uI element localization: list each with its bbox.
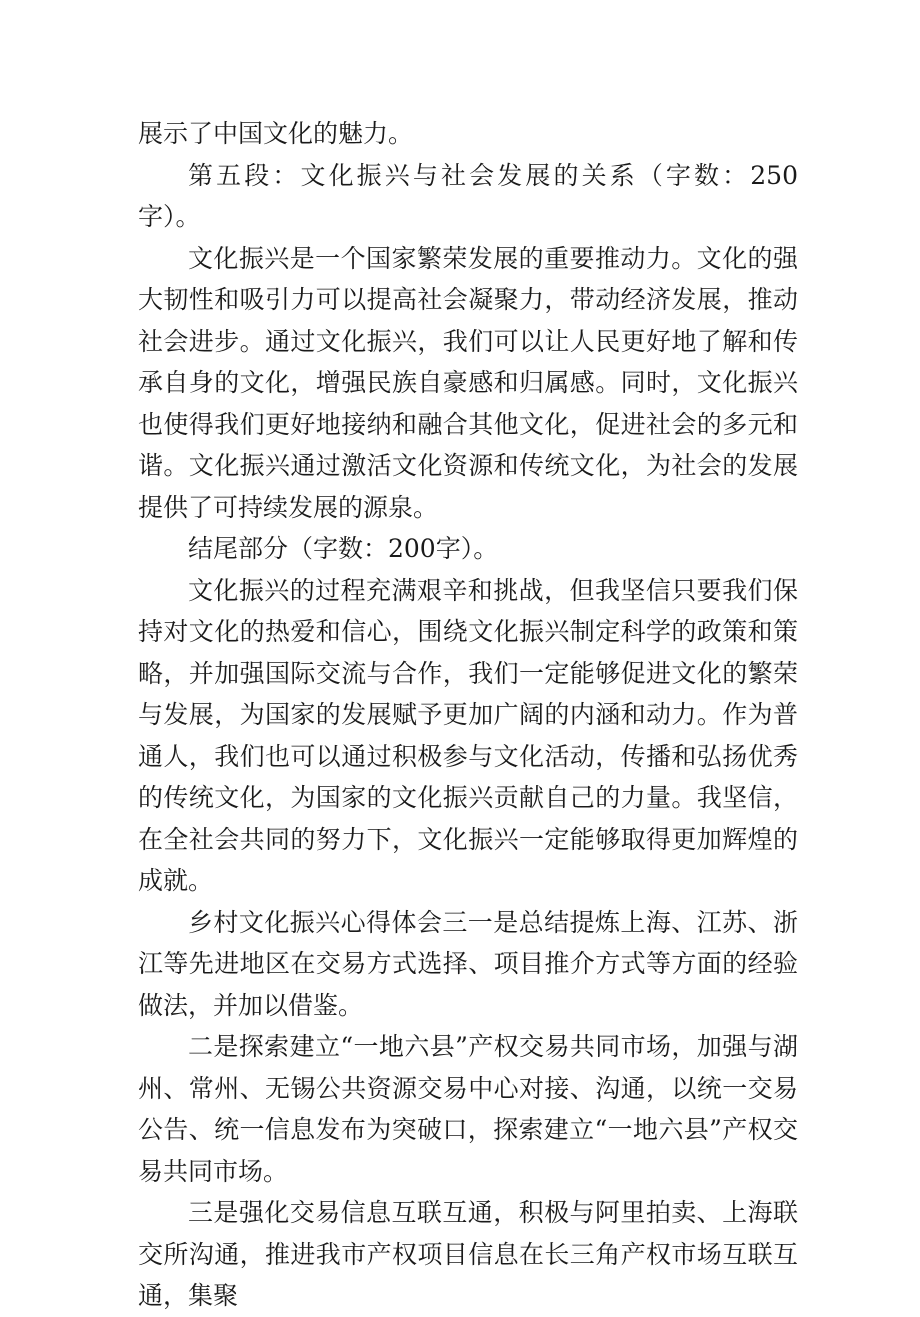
paragraph-rural-culture-one: 乡村文化振兴心得体会三一是总结提炼上海、江苏、浙江等先进地区在交易方式选择、项目推介方式等方面的经验做法，并加以借鉴。 xyxy=(138,907,798,1020)
paragraph-section-five-heading: 第五段：文化振兴与社会发展的关系（字数：250字）。 xyxy=(138,160,798,231)
paragraph-ending-body: 文化振兴的过程充满艰辛和挑战，但我坚信只要我们保持对文化的热爱和信心，围绕文化振兴制定科学的政策和策略，并加强国际交流与合作，我们一定能够促进文化的繁荣与发展，为国家的发展赋予更加广阔的内涵和动力。作为普通人，我们也可以通过积极参与文化活动，传播和弘扬优秀的传统文化，为国家的文化振兴贡献自己的力量。我坚信，在全社会共同的努力下，文化振兴一定能够取得更加辉煌的成就。 xyxy=(138,575,798,895)
paragraph-ending-heading: 结尾部分（字数：200字）。 xyxy=(188,534,499,563)
paragraph-rural-culture-three: 三是强化交易信息互联互通，积极与阿里拍卖、上海联交所沟通，推进我市产权项目信息在长三角产权市场互联互通，集聚 xyxy=(138,1198,798,1310)
paragraph-section-five-body: 文化振兴是一个国家繁荣发展的重要推动力。文化的强大韧性和吸引力可以提高社会凝聚力，带动经济发展，推动社会进步。通过文化振兴，我们可以让人民更好地了解和传承自身的文化，增强民族自豪感和归属感。同时，文化振兴也使得我们更好地接纳和融合其他文化，促进社会的多元和谐。文化振兴通过激活文化资源和传统文化，为社会的发展提供了可持续发展的源泉。 xyxy=(138,243,798,522)
paragraph-continuation: 展示了中国文化的魅力。 xyxy=(138,119,414,148)
paragraph-rural-culture-two: 二是探索建立“一地六县”产权交易共同市场，加强与湖州、常州、无锡公共资源交易中心对接、沟通，以统一交易公告、统一信息发布为突破口，探索建立“一地六县”产权交易共同市场。 xyxy=(138,1032,798,1186)
document-body xyxy=(138,113,798,1317)
